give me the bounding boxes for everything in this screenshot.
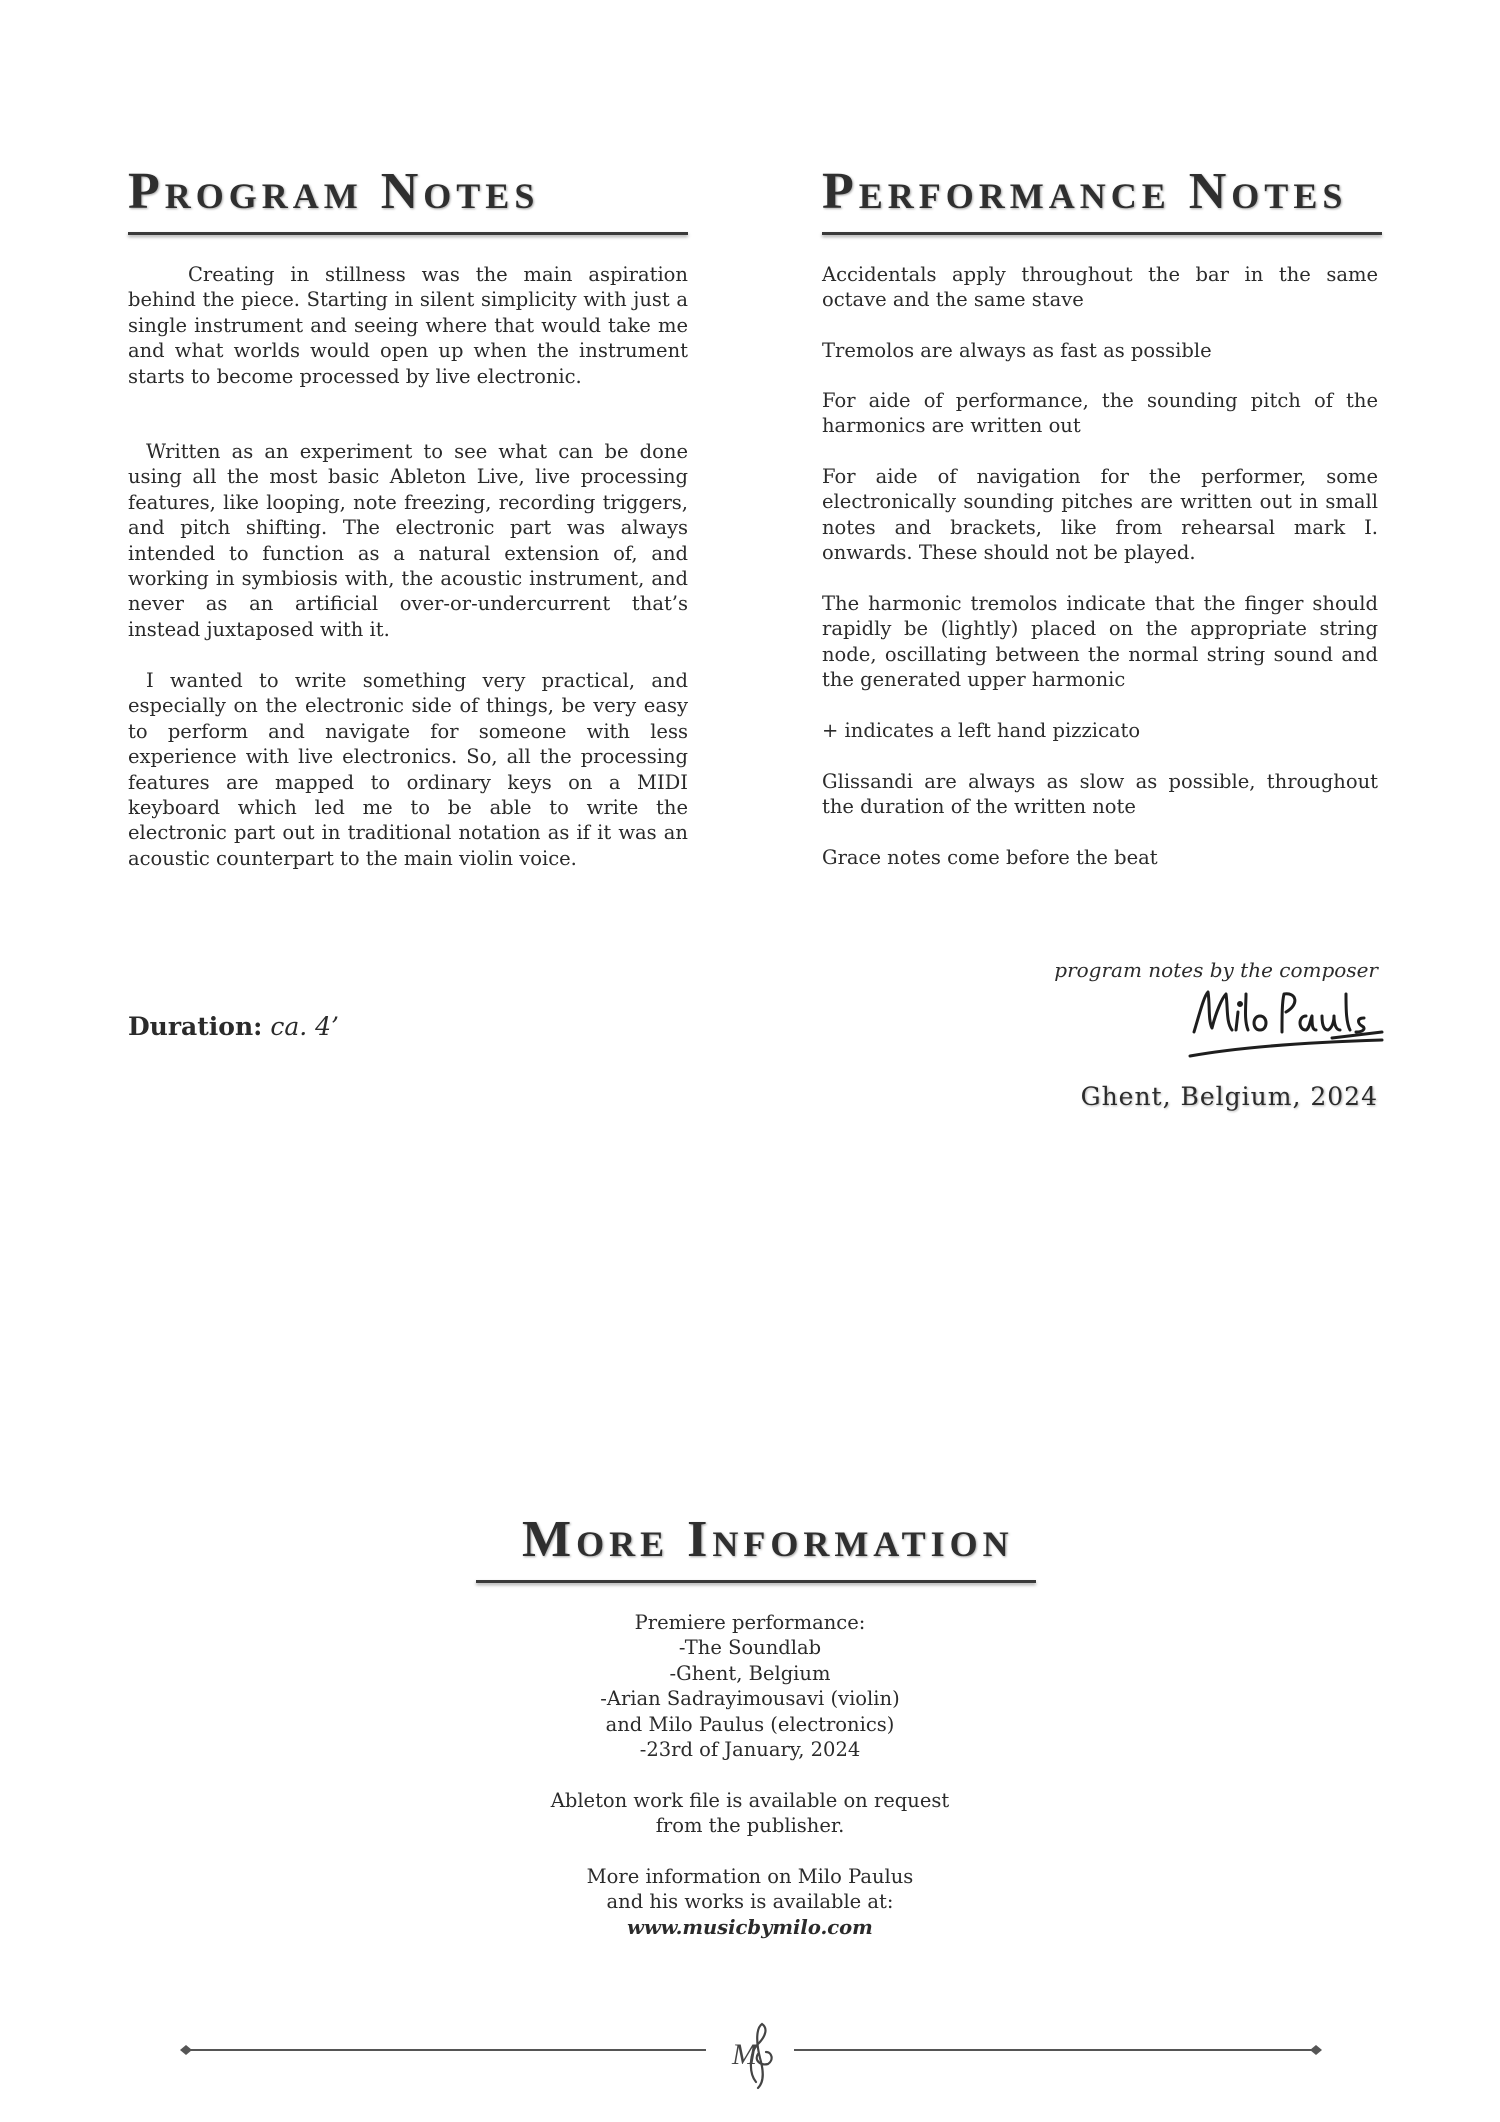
performance-note: Glissandi are always as slow as possible, throughout the duration of the written note [822, 770, 1378, 819]
ableton-info [400, 1788, 1100, 1839]
performance-note: For aide of navigation for the performer, some electronically sounding pitches are written out in small notes and brackets, like from rehearsal mark I. onwards. These should not be played. [822, 465, 1378, 565]
more-information-heading: More Information [522, 1511, 1014, 1568]
info-line: from the publisher. [655, 1814, 845, 1838]
premiere-info [400, 1610, 1100, 1762]
footer-ornament [176, 2022, 1326, 2092]
performance-note: For aide of performance, the sounding pitch of the harmonics are written out [822, 389, 1378, 438]
performance-notes-rule [822, 232, 1382, 235]
info-line: and his works is available at: [606, 1890, 894, 1914]
performance-note: The harmonic tremolos indicate that the finger should rapidly be (lightly) placed on the appropriate string node, oscillating between the normal string sound and the generated upper harmonic [822, 592, 1378, 692]
program-notes-paragraph-3: I wanted to write something very practical, and especially on the electronic side of things, be very easy to perform and navigate for someone with less experience with live electronics. So, all the processing features are mapped to ordinary keys on a MIDI keyboard which led me to be able to write the electronic part out in traditional notation as if it was an acoustic counterpart to the main violin voice. [128, 669, 688, 870]
program-notes-rule [128, 232, 688, 235]
performance-note: Tremolos are always as fast as possible [822, 339, 1212, 362]
program-notes-paragraph-2: Written as an experiment to see what can be done using all the most basic Ableton Live, live processing features, like looping, note freezing, recording triggers, and pitch shifting. The electronic part was always intended to function as a natural extension of, and working in symbiosis with, the acoustic instrument, and never as an artificial over-or-undercurrent that’s instead juxtaposed with it. [128, 440, 688, 641]
program-notes-heading: Program Notes [128, 163, 540, 220]
footer-logo-text: M [732, 2038, 757, 2071]
website-info [400, 1864, 1100, 1940]
info-line: Premiere performance: [634, 1611, 866, 1634]
more-information-rule [476, 1580, 1036, 1583]
info-line: More information on Milo Paulus [586, 1865, 914, 1888]
info-line: -Ghent, Belgium [669, 1661, 831, 1685]
duration-label: Duration: [128, 1012, 263, 1041]
composer-signature [1186, 982, 1386, 1062]
program-notes-paragraph-1: Creating in stillness was the main aspiration behind the piece. Starting in silent simplicity with just a single instrument and seeing where that would take me and what worlds would open up when the instrument starts to become processed by live electronic. [128, 263, 688, 388]
place-date: Ghent, Belgium, 2024 [1080, 1082, 1378, 1111]
credit-line: program notes by the composer [1054, 958, 1378, 982]
info-line: -The Soundlab [678, 1636, 822, 1660]
info-line: -Arian Sadrayimousavi (violin) [600, 1687, 900, 1711]
website-link[interactable]: www.musicbymilo.com [627, 1915, 873, 1939]
info-line: -23rd of January, 2024 [639, 1738, 861, 1762]
duration-value: ca. 4’ [270, 1012, 339, 1041]
performance-note: Grace notes come before the beat [822, 846, 1158, 869]
info-line: and Milo Paulus (electronics) [605, 1712, 895, 1736]
info-line: Ableton work file is available on request [550, 1789, 950, 1812]
performance-notes-heading: Performance Notes [822, 163, 1348, 220]
performance-note: Accidentals apply throughout the bar in the same octave and the same stave [822, 263, 1378, 312]
performance-note: + indicates a left hand pizzicato [822, 719, 1141, 742]
duration [128, 1012, 339, 1042]
